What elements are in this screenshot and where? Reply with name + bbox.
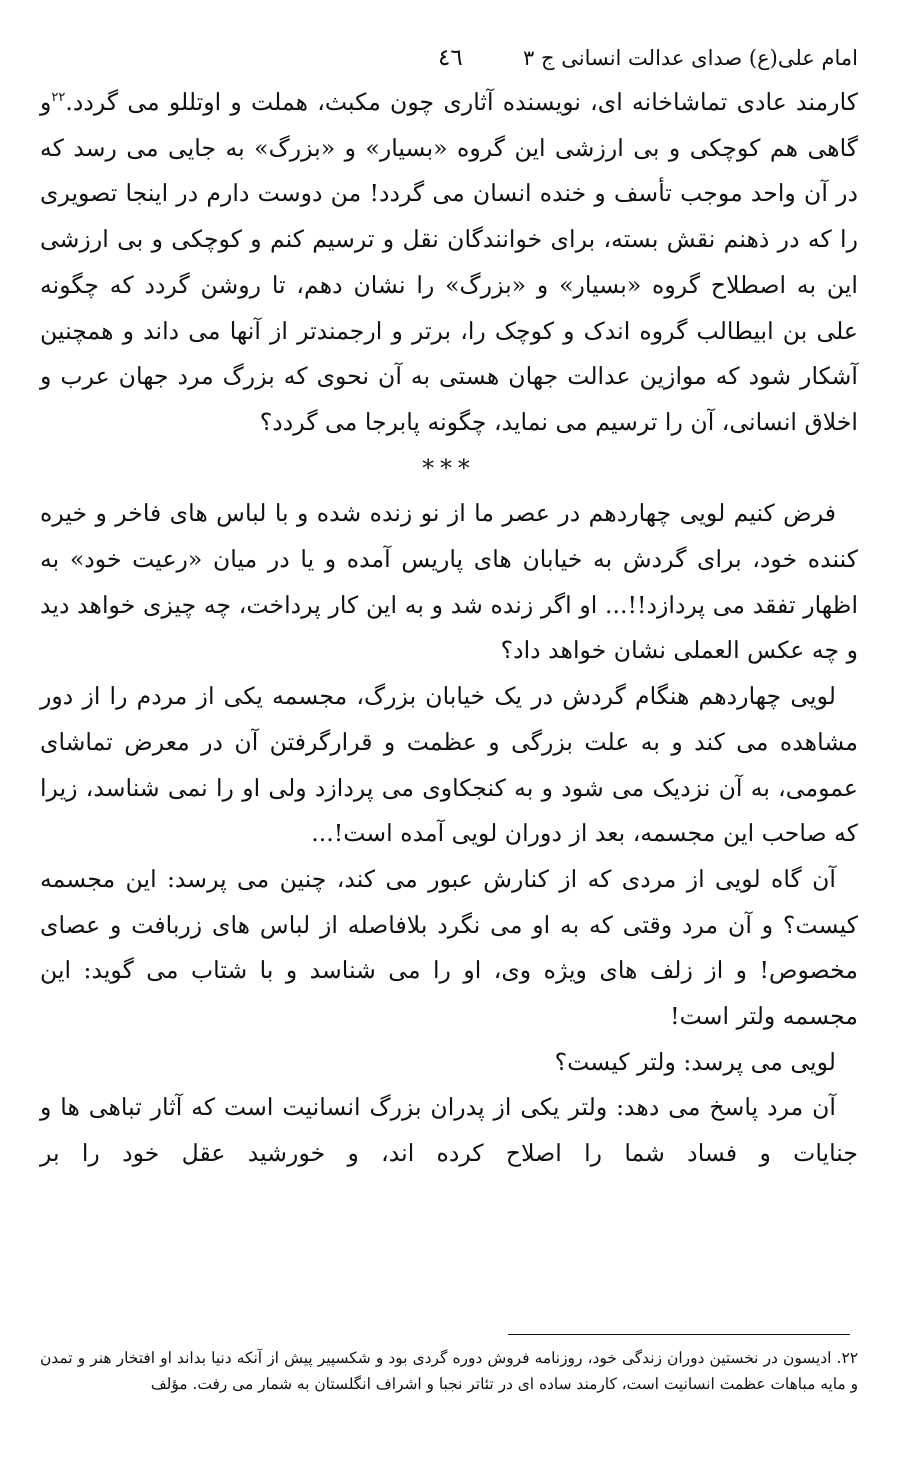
footnote (40, 1345, 858, 1397)
page-header (40, 38, 858, 78)
paragraph: لویی می پرسد: ولتر کیست؟ (554, 1047, 836, 1076)
body-text (40, 80, 858, 1177)
paragraph-text: و گاهی هم کوچکی و بی ارزشی این گروه «بسیار» و «بزرگ» به جایی می رسد که در آن واحد موجب تأسف و خنده انسان می گردد! من دوست دارم در اینجا تصویری را که در ذهنم نقش بسته، برای خوانندگان نقل و ترسیم کنم و کوچکی و بی ارزشی این به اصطلاح گروه «بسیار» و «بزرگ» را نشان دهم، تا روشن گردد که چگونه علی بن ابیطالب گروه اندک و کوچک را، برتر و ارجمندتر از آنها می داند و همچنین آشکار شود که موازین عدالت جهان هستی به آن نحوی که بزرگ مرد جهان عرب و اخلاق انسانی، آن را ترسیم می نماید، چگونه پابرجا می گردد؟ (40, 88, 858, 436)
paragraph: آن مرد پاسخ می دهد: ولتر یکی از پدران بزرگ انسانیت است که آثار تباهی ها و جنایات و فساد شما را اصلاح کرده اند، و خورشید عقل خود را بر (40, 1093, 858, 1168)
page-number: ٤٦ (438, 45, 463, 71)
paragraph-text: کارمند عادی تماشاخانه ای، نویسنده آثاری چون مکبث، هملت و اوتللو می گردد. (65, 88, 858, 116)
paragraph (40, 80, 858, 446)
section-separator: *** (422, 453, 476, 482)
paragraph: آن گاه لویی از مردی که از کنارش عبور می کند، چنین می پرسد: این مجسمه کیست؟ و آن مرد وقتی که به او می نگرد بلافاصله از لباس های زربافت و عصای مخصوص! و از زلف های ویژه وی، او را می شناسد و با شتاب می گوید: این مجسمه ولتر است! (40, 864, 858, 1031)
footnote-text: ۲۲. ادیسون در نخستین دوران زندگی خود، روزنامه فروش دوره گردی بود و شکسپیر پیش از آنکه دنیا بداند او افتخار هنر و تمدن و مایه مباهات عظمت انسانیت است، کارمند ساده ای در تئاتر نجبا و اشراف انگلستان به شمار می رفت. مؤلف (40, 1349, 858, 1393)
paragraph: لویی چهاردهم هنگام گردش در یک خیابان بزرگ، مجسمه یکی از مردم را از دور مشاهده می کند و به علت بزرگی و عظمت و قرارگرفتن آن در معرض تماشای عمومی، به آن نزدیک می شود و به کنجکاوی می پردازد ولی او را نمی شناسد، زیرا که صاحب این مجسمه، بعد از دوران لویی آمده است!... (40, 682, 858, 848)
running-title: امام علی(ع) صدای عدالت انسانی ج ۳ (523, 46, 858, 70)
paragraph: فرض کنیم لویی چهاردهم در عصر ما از نو زنده شده و با لباس های فاخر و خیره کننده خود، برای گردش به خیابان های پاریس آمده و یا در میان «رعیت خود» به اظهار تفقد می پردازد!!... او اگر زنده شد و به این کار پرداخت، چه چیزی خواهد دید و چه عکس العملی نشان خواهد داد؟ (40, 499, 858, 665)
footnote-reference: ۲۲ (51, 90, 66, 106)
footnote-divider (508, 1334, 850, 1335)
